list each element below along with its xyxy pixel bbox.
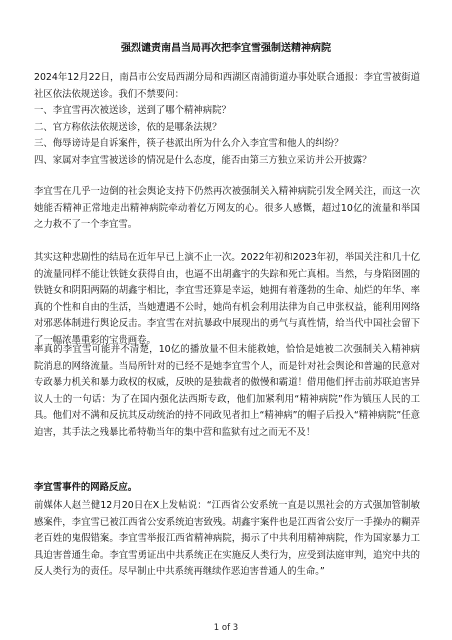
intro-block xyxy=(34,70,420,170)
intro-paragraph: 2024年12月22日，南昌市公安局西湖分局和西湖区南浦街道办事处联合通报：李宜雪被街道社区依法依规送诊。我们不禁要问： xyxy=(34,72,420,100)
body-paragraph: 李宜雪在几乎一边倒的社会舆论支持下仍然再次被强制关入精神病院引发全网关注，而这一次她能否精神正常地走出精神病院牵动着亿万网友的心。很多人感慨，超过10亿的流量和举国之力救不了一个李宜雪。 xyxy=(34,186,420,231)
document-title: 强烈谴责南昌当局再次把李宜雪强制送精神病院 xyxy=(121,43,331,54)
body-paragraph: 其实这种悲剧性的结局在近年早已上演不止一次。2022年初和2023年初，举国关注和几十亿的流量同样不能让铁链女获得自由，也逼不出胡鑫宇的失踪和死亡真相。当然，与身陷囹圄的铁链女和阴阳两隔的胡鑫宇相比，李宜雪还算是幸运，她拥有着蓬勃的生命、灿烂的年华、率真的个性和自由的生活，当她遭遇不公时，她尚有机会利用法律为自己申张权益，能利用网络对邪恶体制进行舆论反击。李宜雪在对抗暴政中展现出的勇气与真性情，给当代中国社会留下了一幅浓墨重彩的宝贵画卷。 xyxy=(34,252,420,346)
body-paragraph: 率真的李宜雪可能并不清楚，10亿的播放量不但未能救她，恰恰是她被二次强制关入精神病院消息的网络流量。当局所针对的已经不是她李宜雪个人，而是针对社会舆论和普遍的民意对专政暴力机关和暴力政权的权威，反映的是独裁者的傲慢和霸道！借用他们抨击前苏联迫害异议人士的一句话：为了在国内强化法西斯专政，他们加紧利用“精神病院”作为镇压人民的工具。他们对不满和反抗其反动统治的持不同政见者扣上“精神病”的帽子后投入“精神病院”任意迫害，其手法之残暴比希特勒当年的集中营和监狱有过之而无不及！ xyxy=(34,344,420,438)
section-heading: 李宜雪事件的网路反应。 xyxy=(34,482,138,493)
section-paragraph: 前媒体人赵兰健12月20日在X上发帖说：“江西省公安系统一直是以黑社会的方式强加管制敏感案件，李宜雪已被江西省公安系统迫害致残。胡鑫宇案件也是江西省公安厅一手操办的糊弄老百姓的鬼假错案。李宜雪举报江西省精神病院，揭示了中共利用精神病院，作为国家暴力工具迫害普通生命。李宜雪勇证出中共系统正在实施反人类行为，应受到法庭审判，追究中共的反人类行为的责任。尽早制止中共系统再继续作恶迫害普通人的生命。” xyxy=(34,500,420,578)
question-item: 三、侮辱谤诗是自诉案件，筷子巷派出所为什么介入李宜雪和他人的纠纷？ xyxy=(34,138,344,150)
question-item: 一、李宜雪再次被送诊，送到了哪个精神病院？ xyxy=(34,105,231,117)
question-item: 四、家属对李宜雪被送诊的情况是什么态度，能否由第三方独立采访并公开披露？ xyxy=(34,154,372,166)
page-number: 1 of 3 xyxy=(213,623,239,633)
question-item: 二、官方称依法依规送诊，依的是哪条法规？ xyxy=(34,121,222,133)
